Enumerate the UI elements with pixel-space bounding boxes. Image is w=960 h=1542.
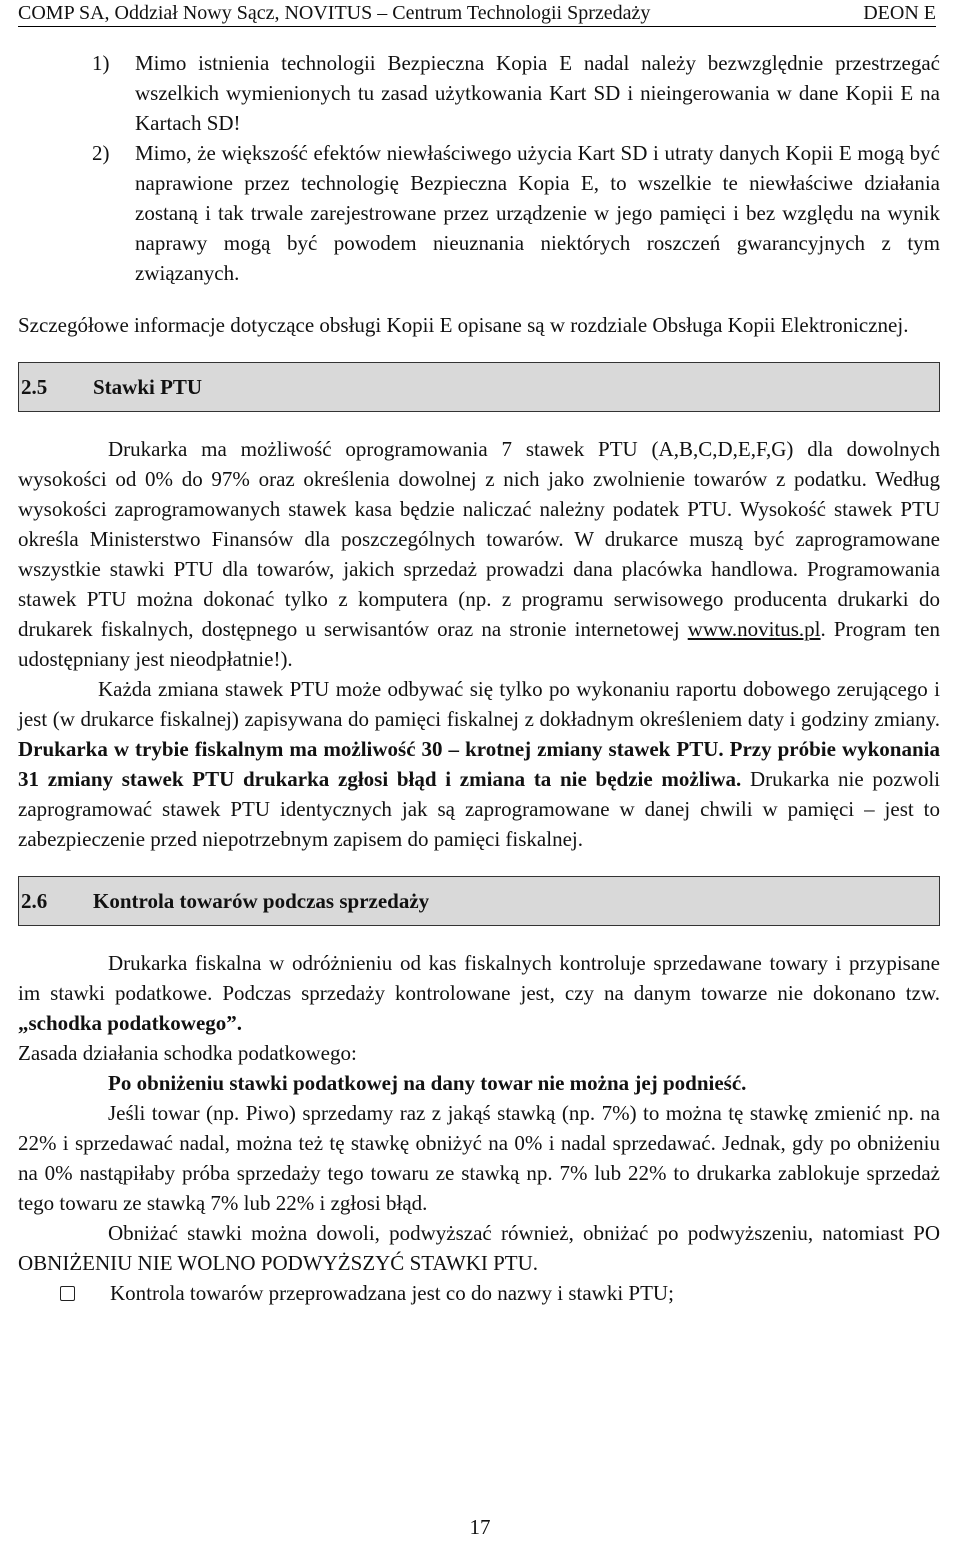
ptu-paragraph-2 — [18, 674, 940, 854]
header-model: DEON E — [863, 2, 936, 24]
rule-intro: Zasada działania schodka podatkowego: — [18, 1041, 357, 1065]
section-title: Stawki PTU — [93, 375, 203, 399]
list-number: 1) — [92, 51, 110, 75]
section-number: 2.5 — [21, 375, 48, 399]
control-paragraph-2: Jeśli towar (np. Piwo) sprzedamy raz z jakąś stawką (np. 7%) to można tę stawkę zmienić np. na 22% i sprzedawać nadal, można też tę stawkę obniżyć na 0% i nadal sprzedawać. Jednak, gdy po obniżeniu na 0% nastąpiłaby próba sprzedaży tego towaru ze stawką np. 7% lub 22% to drukarka zablokuje sprzedaż tego towaru ze stawką 7% lub 22% i zgłosi błąd. — [18, 1101, 940, 1215]
page-header — [18, 0, 936, 27]
control-text: Drukarka fiskalna w odróżnieniu od kas fiskalnych kontroluje sprzedawane towary i przypisane im stawki podatkowe. Podczas sprzedaży kontrolowane jest, czy na danym towarze nie dokonano tzw. — [18, 951, 940, 1005]
ptu-bold-text: Drukarka w trybie fiskalnym ma możliwość 30 – krotnej zmiany stawek PTU. Przy próbie wykonania 31 zmiany stawek PTU drukarka zgłosi błąd i zmiana ta nie będzie możliwa. — [18, 737, 940, 791]
page-number: 17 — [469, 1515, 491, 1539]
ptu-text-end: . Program ten udostępniany jest nieodpłatnie!). — [18, 617, 940, 671]
list-item — [18, 138, 940, 288]
checkbox-bullet-icon — [60, 1286, 75, 1301]
section-heading-2-5 — [18, 362, 940, 412]
control-paragraph-3: Obniżać stawki można dowoli, podwyższać również, obniżać po podwyższeniu, natomiast PO OBNIŻENIU NIE WOLNO PODWYŻSZYĆ STAWKI PTU. — [18, 1221, 940, 1275]
tax-step-term: „schodka podatkowego”. — [18, 1011, 243, 1035]
list-item-text: Mimo istnienia technologii Bezpieczna Kopia E nadal należy bezwzględnie przestrzegać wszelkich wymienionych tu zasad użytkowania Kart SD i nieingerowania w dane Kopii E na Kartach SD! — [135, 51, 940, 135]
list-number: 2) — [92, 141, 110, 165]
rule-statement: Po obniżeniu stawki podatkowej na dany towar nie można jej podnieść. — [108, 1071, 747, 1095]
novitus-link[interactable]: www.novitus.pl — [687, 617, 821, 641]
section-number: 2.6 — [21, 889, 48, 913]
bullet-item — [18, 1278, 940, 1308]
bullet-text: Kontrola towarów przeprowadzana jest co do nazwy i stawki PTU; — [110, 1281, 674, 1305]
list-item-text: Mimo, że większość efektów niewłaściwego użycia Kart SD i utraty danych Kopii E mogą być naprawione przez technologię Bezpieczna Kopia E, to wszelkie te niewłaściwe działania zostaną i tak trwale zarejestrowane przez urządzenie w jego pamięci i bez względu na wynik naprawy mogą być powodem nieuznania niektórych roszczeń gwarancyjnych z tym związanych. — [135, 141, 940, 285]
control-paragraph-1 — [18, 948, 940, 1038]
ptu-paragraph-1 — [18, 434, 940, 674]
section-heading-2-6 — [18, 876, 940, 926]
ptu-text: Drukarka ma możliwość oprogramowania 7 stawek PTU (A,B,C,D,E,F,G) dla dowolnych wysokości od 0% do 97% oraz określenia dowolnej z nich jako zwolnienie towarów z podatku. Według wysokości zaprogramowanych stawek kasa będzie naliczać należny podatek PTU. Wysokość stawek PTU określa Ministerstwo Finansów dla poszczególnych towarów. W drukarce muszą być zaprogramowane wszystkie stawki PTU dla towarów, jakich sprzedaż prowadzi dana placówka handlowa. Programowania stawek PTU można dokonać tylko z komputera (np. z programu serwisowego producenta drukarki do drukarek fiskalnych, dostępnego u serwisantów oraz na stronie internetowej — [18, 437, 940, 641]
section-title: Kontrola towarów podczas sprzedaży — [93, 889, 430, 913]
header-title: COMP SA, Oddział Nowy Sącz, NOVITUS – Centrum Technologii Sprzedaży — [18, 2, 651, 24]
details-paragraph: Szczegółowe informacje dotyczące obsługi Kopii E opisane są w rozdziale Obsługa Kopii Elektronicznej. — [18, 313, 909, 337]
ptu-text-end: Drukarka nie pozwoli zaprogramować stawek PTU identycznych jak są zaprogramowane w danej chwili w pamięci – jest to zabezpieczenie przed niepotrzebnym zapisem do pamięci fiskalnej. — [18, 767, 940, 851]
ptu-text: Każda zmiana stawek PTU może odbywać się tylko po wykonaniu raportu dobowego zerującego i jest (w drukarce fiskalnej) zapisywana do pamięci fiskalnej z dokładnym określeniem daty i godziny zmiany. — [18, 677, 940, 731]
numbered-list — [18, 48, 940, 288]
list-item — [18, 48, 940, 138]
page-content — [18, 48, 940, 1308]
